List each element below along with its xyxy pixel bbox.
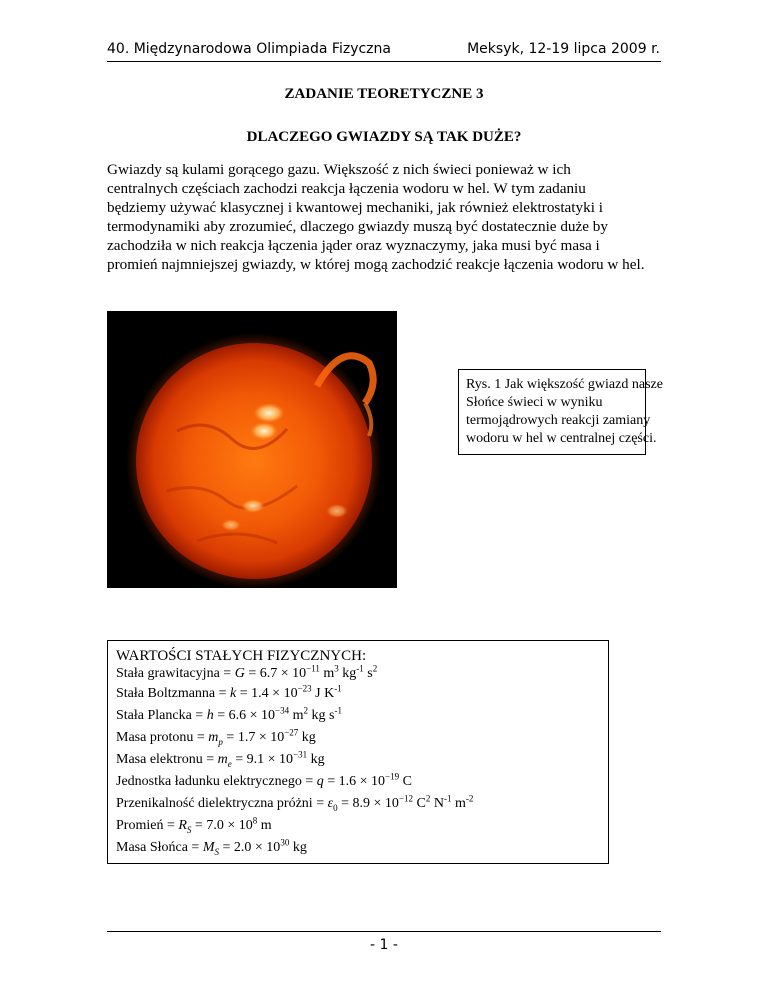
- const-vacuum-permittivity: Przenikalność dielektryczna próżni = $\varepsilon_0 = 8.9 \times 10^{-12}$ $C^2$ $N^{-1}$ $m^{-2}$: [116, 793, 474, 813]
- page-number: - 1 -: [370, 937, 398, 953]
- task-subtitle: DLACZEGO GWIAZDY SĄ TAK DUŻE?: [246, 129, 522, 145]
- task-title: ZADANIE TEORETYCZNE 3: [284, 86, 484, 102]
- const-proton-mass: Masa protonu = $m_p = 1.7 \times 10^{-27}$ kg: [116, 727, 316, 747]
- intro-line: zachodziła w nich reakcja łączenia jąder oraz wyznaczymy, jaka musi być masa i: [107, 237, 600, 254]
- caption-line: wodoru w hel w centralnej części.: [466, 431, 657, 446]
- header-olympiad-title: 40. Międzynarodowa Olimpiada Fizyczna: [107, 41, 391, 57]
- sun-image: [107, 311, 397, 588]
- intro-paragraph: [107, 160, 677, 274]
- intro-line: termodynamiki aby zrozumieć, dlaczego gwiazdy muszą być dostatecznie duże by: [107, 218, 608, 235]
- const-sun-mass: Masa Słońca = $M_S = 2.0 \times 10^{30}$ kg: [116, 837, 307, 857]
- constants-heading: WARTOŚCI STAŁYCH FIZYCZNYCH:: [116, 648, 367, 664]
- intro-line: Gwiazdy są kulami gorącego gazu. Większość z nich świeci ponieważ w ich: [107, 161, 571, 178]
- constants-box: [107, 640, 609, 864]
- header-divider: [107, 61, 661, 62]
- intro-line: będziemy używać klasycznej i kwantowej mechaniki, jak również elektrostatyki i: [107, 199, 603, 216]
- const-gravitational: Stała grawitacyjna = $G = 6.7 \times 10^{-11}$ $m^3$ $kg^{-1}$ $s^2$: [116, 663, 378, 681]
- footer-divider: [107, 931, 661, 932]
- figure-caption: [458, 369, 663, 455]
- caption-line: termojądrowych reakcji zamiany: [466, 413, 651, 428]
- caption-line: Słońce świeci w wyniku: [466, 395, 603, 410]
- const-boltzmann: Stała Boltzmanna = $k = 1.4 \times 10^{-23}$ J $K^{-1}$: [116, 683, 342, 701]
- header-location-date: Meksyk, 12-19 lipca 2009 r.: [467, 41, 660, 57]
- intro-line: promień najmniejszej gwiazdy, w której mogą zachodzić reakcje łączenia wodoru w hel.: [107, 256, 645, 273]
- sun-illustration: [107, 311, 397, 588]
- const-planck: Stała Plancka = $h = 6.6 \times 10^{-34}$ $m^2$ kg $s^{-1}$: [116, 705, 342, 723]
- intro-line: centralnych częściach zachodzi reakcja łączenia wodoru w hel. W tym zadaniu: [107, 180, 586, 197]
- const-elementary-charge: Jednostka ładunku elektrycznego = $q = 1.6 \times 10^{-19}$ C: [116, 771, 412, 789]
- const-electron-mass: Masa elektronu = $m_e = 9.1 \times 10^{-31}$ kg: [116, 749, 325, 769]
- caption-line: Rys. 1 Jak większość gwiazd nasze: [466, 377, 663, 392]
- const-sun-radius: Promień = $R_S = 7.0 \times 10^8$ m: [116, 815, 272, 835]
